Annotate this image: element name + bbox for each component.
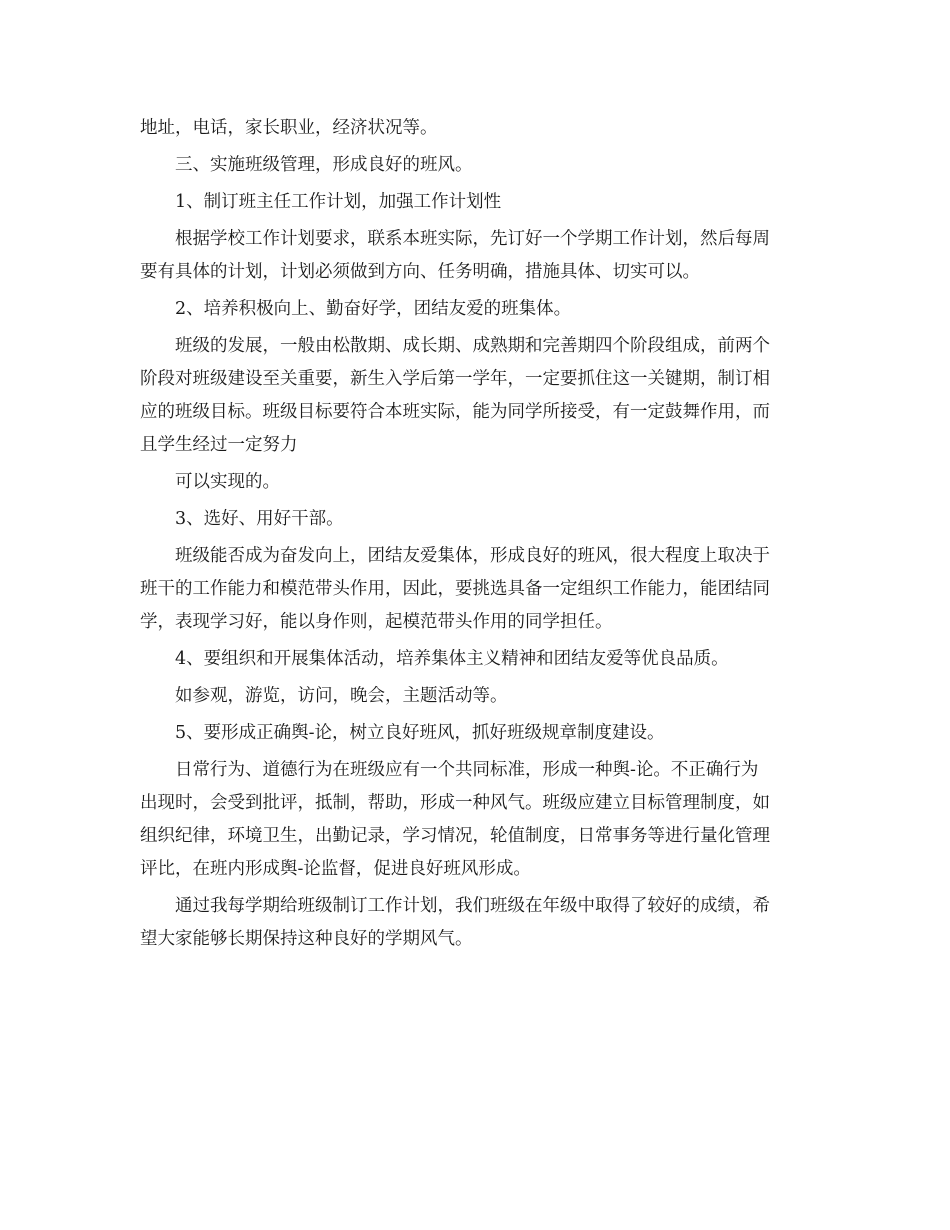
text-line: 根据学校工作计划要求，联系本班实际，先订好一个学期工作计划，然后每周: [175, 229, 770, 249]
paragraph: [140, 112, 812, 145]
text-line: 组织纪律，环境卫生，出勤记录，学习情况，轮值制度，日常事务等进行量化管理: [140, 826, 770, 846]
paragraph: [140, 186, 812, 219]
paragraph: [140, 293, 812, 326]
paragraph: [140, 466, 812, 499]
paragraph: [140, 717, 812, 750]
text-line: 可以实现的。: [175, 472, 280, 492]
text-line: 应的班级目标。班级目标要符合本班实际，能为同学所接受，有一定鼓舞作用，而: [140, 402, 770, 422]
paragraph: [140, 890, 812, 956]
text-line: 学，表现学习好，能以身作则，起模范带头作用的同学担任。: [140, 612, 613, 632]
text-line: 且学生经过一定努力: [140, 435, 298, 455]
paragraph: [140, 754, 812, 886]
paragraph: [140, 643, 812, 676]
text-line: 望大家能够长期保持这种良好的学期风气。: [140, 929, 473, 949]
document-body: [140, 112, 812, 960]
text-line: 2、培养积极向上、勤奋好学，团结友爱的班集体。: [175, 299, 572, 319]
text-line: 4、要组织和开展集体活动，培养集体主义精神和团结友爱等优良品质。: [175, 649, 729, 669]
text-line: 如参观，游览，访问，晚会，主题活动等。: [175, 686, 508, 706]
paragraph: [140, 680, 812, 713]
text-line: 出现时，会受到批评，抵制，帮助，形成一种风气。班级应建立目标管理制度，如: [140, 793, 770, 813]
text-line: 要有具体的计划，计划必须做到方向、任务明确，措施具体、切实可以。: [140, 262, 700, 282]
text-line: 3、选好、用好干部。: [175, 509, 344, 529]
text-line: 评比，在班内形成舆-论监督，促进良好班风形成。: [140, 859, 531, 879]
paragraph: [140, 330, 812, 462]
text-line: 阶段对班级建设至关重要，新生入学后第一学年，一定要抓住这一关键期，制订相: [140, 369, 770, 389]
text-line: 地址，电话，家长职业，经济状况等。: [140, 118, 438, 138]
text-line: 班级能否成为奋发向上，团结友爱集体，形成良好的班风，很大程度上取决于: [175, 546, 770, 566]
text-line: 三、实施班级管理，形成良好的班风。: [175, 155, 473, 175]
text-line: 通过我每学期给班级制订工作计划，我们班级在年级中取得了较好的成绩，希: [175, 896, 770, 916]
text-line: 1、制订班主任工作计划，加强工作计划性: [175, 192, 502, 212]
paragraph: [140, 223, 812, 289]
text-line: 5、要形成正确舆-论，树立良好班风，抓好班级规章制度建设。: [175, 723, 665, 743]
paragraph: [140, 540, 812, 639]
paragraph: [140, 149, 812, 182]
text-line: 班干的工作能力和模范带头作用，因此，要挑选具备一定组织工作能力，能团结同: [140, 579, 770, 599]
text-line: 日常行为、道德行为在班级应有一个共同标准，形成一种舆-论。不正确行为: [175, 760, 759, 780]
paragraph: [140, 503, 812, 536]
text-line: 班级的发展，一般由松散期、成长期、成熟期和完善期四个阶段组成，前两个: [175, 336, 770, 356]
